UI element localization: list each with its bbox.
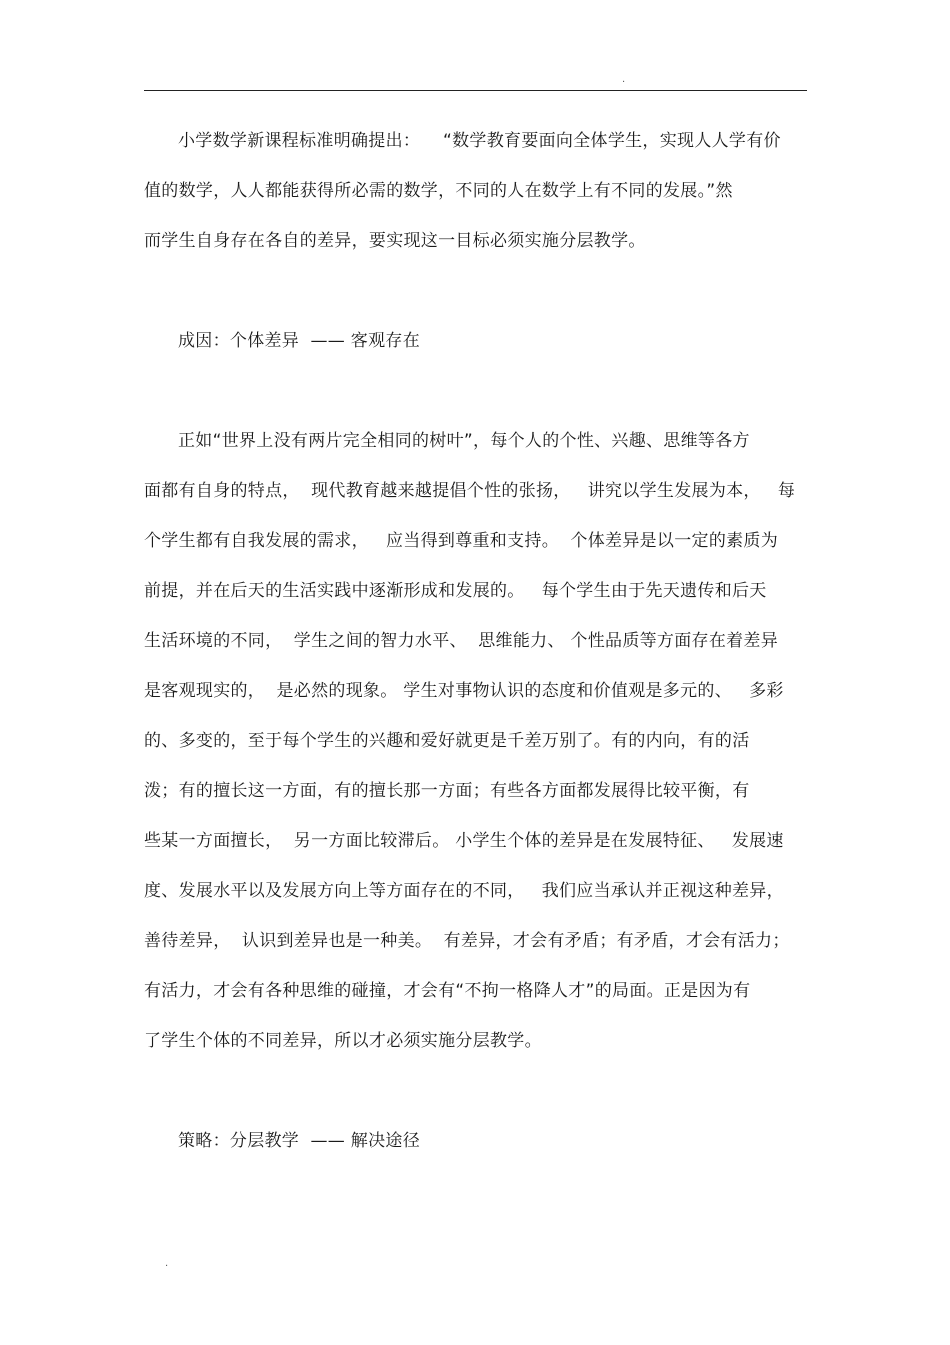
section-heading-cause: 成因：个体差异 —— 客观存在 (178, 331, 421, 351)
body-line: 面都有自身的特点， 现代教育越来越提倡个性的张扬， 讲究以学生发展为本， 每 (144, 481, 796, 501)
intro-line: 而学生自身存在各自的差异，要实现这一目标必须实施分层教学。 (144, 231, 646, 251)
header-mark: . (622, 74, 626, 85)
intro-line: 值的数学，人人都能获得所必需的数学，不同的人在数学上有不同的发展。”然 (144, 181, 733, 201)
body-line: 个学生都有自我发展的需求， 应当得到尊重和支持。 个体差异是以一定的素质为 (144, 531, 779, 551)
intro-line: 小学数学新课程标准明确提出： “数学教育要面向全体学生，实现人人学有价 (178, 131, 781, 151)
body-line: 度、发展水平以及发展方向上等方面存在的不同， 我们应当承认并正视这种差异， (144, 881, 784, 901)
body-line: 了学生个体的不同差异，所以才必须实施分层教学。 (144, 1031, 542, 1051)
body-line: 泼；有的擅长这一方面，有的擅长那一方面；有些各方面都发展得比较平衡，有 (144, 781, 750, 801)
body-line: 些某一方面擅长， 另一方面比较滞后。 小学生个体的差异是在发展特征、 发展速 (144, 831, 784, 851)
header-rule (144, 90, 807, 91)
section-heading-strategy: 策略：分层教学 —— 解决途径 (178, 1131, 421, 1151)
body-line: 生活环境的不同， 学生之间的智力水平、 思维能力、 个性品质等方面存在着差异 (144, 631, 779, 651)
body-line: 的、多变的，至于每个学生的兴趣和爱好就更是千差万别了。有的内向，有的活 (144, 731, 750, 751)
body-line: 正如“世界上没有两片完全相同的树叶”，每个人的个性、兴趣、思维等各方 (178, 431, 750, 451)
body-line: 有活力，才会有各种思维的碰撞，才会有“不拘一格降人才”的局面。正是因为有 (144, 981, 751, 1001)
body-line: 善待差异， 认识到差异也是一种美。 有差异，才会有矛盾；有矛盾，才会有活力； (144, 931, 790, 951)
body-line: 是客观现实的， 是必然的现象。 学生对事物认识的态度和价值观是多元的、 多彩 (144, 681, 784, 701)
body-line: 前提，并在后天的生活实践中逐渐形成和发展的。 每个学生由于先天遗传和后天 (144, 581, 767, 601)
footer-mark: . (165, 1258, 169, 1269)
